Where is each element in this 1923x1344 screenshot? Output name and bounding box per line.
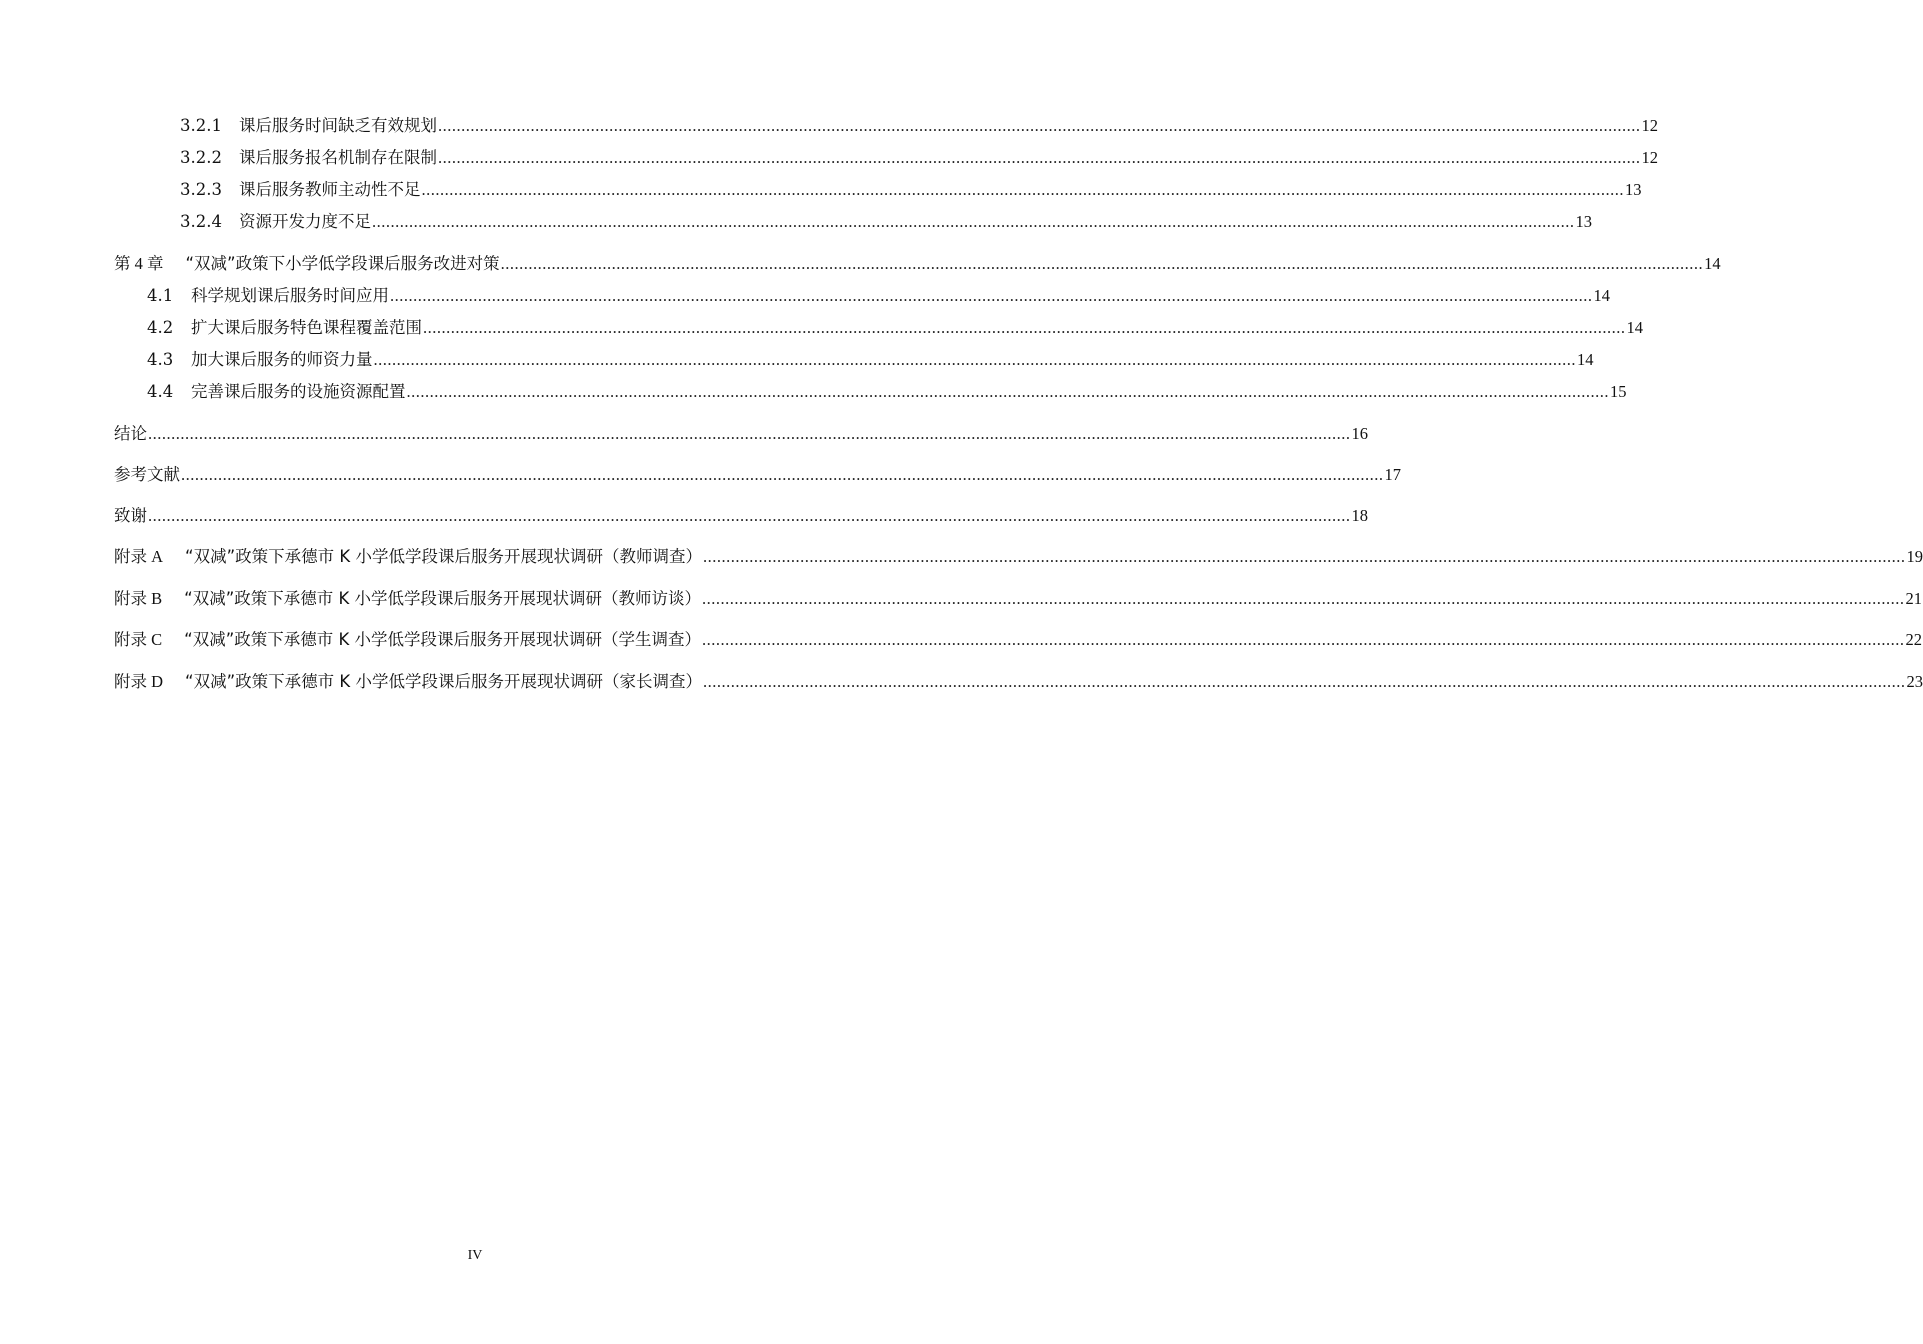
toc-entry-title: “双减”政策下承德市 K 小学低学段课后服务开展现状调研（家长调查） <box>185 672 702 691</box>
page-number: IV <box>467 1248 483 1263</box>
toc-entry-title: 完善课后服务的设施资源配置 <box>191 382 406 401</box>
toc-entry-number: 4.4 <box>147 382 174 401</box>
toc-entry[interactable] <box>114 212 1592 232</box>
toc-entry[interactable] <box>114 116 1658 136</box>
toc-entry-title: “双减”政策下承德市 K 小学低学段课后服务开展现状调研（教师访谈） <box>184 589 702 608</box>
toc-leader-dots: .................................................................................................................................................................................................................................................................... <box>438 116 1641 135</box>
toc-entry-page: 22 <box>1905 630 1923 649</box>
toc-entry-title: 课后服务教师主动性不足 <box>239 180 421 199</box>
toc-entry-title: “双减”政策下小学低学段课后服务改进对策 <box>185 254 500 273</box>
toc-leader-dots: .................................................................................................................................................................................................................................................................... <box>702 547 1906 566</box>
toc-entry[interactable] <box>114 286 1610 306</box>
toc-entry-page: 12 <box>1641 116 1658 135</box>
toc-entry-number: 第 4 章 <box>114 254 164 273</box>
toc-entry[interactable] <box>114 254 1721 274</box>
toc-entry-number: 4.2 <box>147 318 174 337</box>
toc-leader-dots: .................................................................................................................................................................................................................................................................... <box>148 424 1351 443</box>
toc-entry-title: 科学规划课后服务时间应用 <box>191 286 389 305</box>
toc-leader-dots: .................................................................................................................................................................................................................................................................... <box>390 286 1593 305</box>
toc-entry-number: 3.2.4 <box>180 212 222 231</box>
toc-entry-page: 16 <box>1351 424 1368 443</box>
toc-entry[interactable] <box>114 547 1923 567</box>
toc-entry[interactable] <box>114 465 1401 485</box>
toc-leader-dots: .................................................................................................................................................................................................................................................................... <box>181 465 1384 484</box>
toc-entry[interactable] <box>114 148 1658 168</box>
toc-entry-title: “双减”政策下承德市 K 小学低学段课后服务开展现状调研（教师调查） <box>185 547 702 566</box>
toc-entry-number: 4.1 <box>147 286 174 305</box>
toc-entry-number: 3.2.1 <box>180 116 222 135</box>
toc-entry[interactable] <box>114 382 1627 402</box>
toc-leader-dots: .................................................................................................................................................................................................................................................................... <box>421 180 1624 199</box>
toc-entry-title: 扩大课后服务特色课程覆盖范围 <box>191 318 422 337</box>
toc-entry[interactable] <box>114 180 1642 200</box>
toc-entry-title: 致谢 <box>114 506 147 525</box>
toc-entry-number: 附录 C <box>114 630 163 649</box>
toc-entry-title: 加大课后服务的师资力量 <box>191 350 373 369</box>
toc-entry[interactable] <box>114 630 1923 650</box>
toc-leader-dots: .................................................................................................................................................................................................................................................................... <box>702 672 1906 691</box>
toc-entry[interactable] <box>114 318 1643 338</box>
toc-leader-dots: .................................................................................................................................................................................................................................................................... <box>148 506 1351 525</box>
toc-leader-dots: .................................................................................................................................................................................................................................................................... <box>702 630 1905 649</box>
toc-entry[interactable] <box>114 589 1923 609</box>
toc-entry-page: 23 <box>1906 672 1923 691</box>
toc-entry-number: 附录 A <box>114 547 164 566</box>
toc-leader-dots: .................................................................................................................................................................................................................................................................... <box>373 350 1576 369</box>
toc-entry[interactable] <box>114 350 1594 370</box>
toc-entry-title: 课后服务时间缺乏有效规划 <box>239 116 437 135</box>
toc-entry-number: 3.2.3 <box>180 180 222 199</box>
toc-entry-page: 21 <box>1905 589 1923 608</box>
toc-entry-title: 资源开发力度不足 <box>239 212 371 231</box>
toc-leader-dots: .................................................................................................................................................................................................................................................................... <box>702 589 1905 608</box>
toc-entry-page: 12 <box>1641 148 1658 167</box>
toc-entry-number: 附录 B <box>114 589 163 608</box>
toc-entry-number: 附录 D <box>114 672 164 691</box>
toc-entry-page: 14 <box>1704 254 1721 273</box>
toc-entry-page: 13 <box>1625 180 1642 199</box>
toc-entry-page: 19 <box>1906 547 1923 566</box>
toc-entry-number: 3.2.2 <box>180 148 222 167</box>
toc-entry-page: 14 <box>1577 350 1594 369</box>
toc-entry[interactable] <box>114 424 1368 444</box>
toc-entry[interactable] <box>114 506 1368 526</box>
toc-entry-page: 18 <box>1351 506 1368 525</box>
toc-entry[interactable] <box>114 672 1923 692</box>
toc-leader-dots: .................................................................................................................................................................................................................................................................... <box>423 318 1626 337</box>
toc-entry-title: “双减”政策下承德市 K 小学低学段课后服务开展现状调研（学生调查） <box>184 630 702 649</box>
toc-entry-title: 结论 <box>114 424 147 443</box>
toc-leader-dots: .................................................................................................................................................................................................................................................................... <box>438 148 1641 167</box>
toc-entry-title: 课后服务报名机制存在限制 <box>239 148 437 167</box>
toc-entry-number: 4.3 <box>147 350 174 369</box>
toc-entry-page: 13 <box>1575 212 1592 231</box>
toc-leader-dots: .................................................................................................................................................................................................................................................................... <box>372 212 1575 231</box>
toc-entry-page: 15 <box>1610 382 1627 401</box>
toc-leader-dots: .................................................................................................................................................................................................................................................................... <box>500 254 1704 273</box>
toc-leader-dots: .................................................................................................................................................................................................................................................................... <box>406 382 1609 401</box>
toc-entry-title: 参考文献 <box>114 465 180 484</box>
toc-entry-page: 17 <box>1384 465 1401 484</box>
toc-entry-page: 14 <box>1593 286 1610 305</box>
toc-entry-page: 14 <box>1626 318 1643 337</box>
